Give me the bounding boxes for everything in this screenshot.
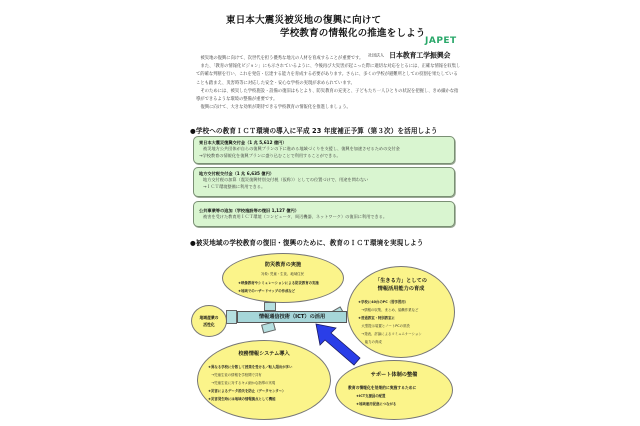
info-literacy-title-line2: 情報活用能力の育成 [377, 286, 425, 292]
school-affairs-item: ★災害発生時には地域の情報拠点として機能 [208, 397, 276, 401]
intro-paragraph: そのためには、被災した学校施設・設備の復旧はもとより、防災教育の充実と、子どもたち一人ひとりの状況を把握し、きめ細かな指導ができるような環境の整備が重要です。 [196, 88, 459, 103]
arrow-up-to-disaster-education [264, 302, 276, 311]
school-affairs-item: ★災害によるデータ消失を防止（データセンター） [208, 389, 286, 393]
local-industry-line2: 活性化 [203, 322, 215, 327]
intro-paragraph: 被災地の復興に向けて、次世代を担う優秀な地元の人材を育成することが重要です。 [200, 56, 364, 61]
school-affairs-item: →児童生徒の情報を学校間で共有 [208, 373, 262, 377]
ellipse-disaster-education [222, 253, 344, 303]
info-literacy-item: →発表、討論によるコミュニケーション [358, 332, 422, 336]
info-literacy-item: →情報の収集、まとめ、協働作業など [358, 308, 419, 312]
budget-box-line: →学校教育の情報化を復興プランに盛り込むことで利用することができる。 [199, 152, 341, 158]
budget-box-line: 被災地方公共団体が自らの復興プランの下に進める地域づくりを支援し、復興を加速させるための交付金 [203, 146, 400, 151]
support-title: サポート体制の整備 [370, 372, 418, 378]
budget-box-line: 被害を受けた教育用ＩＣＴ環境（コンピュータ、周辺機器、ネットワーク）の復旧に利用できる。 [203, 214, 388, 219]
section-heading-budget: ●学校への教育ＩＣＴ環境の導入に平成 23 年度補正予算（第３次）を活用しよう [190, 127, 438, 135]
section-heading-ict-environment: ●被災地域の学校教育の復旧・復興のために、教育のＩＣＴ環境を実現しよう [190, 239, 424, 247]
school-affairs-title: 校務情報システム導入 [238, 351, 290, 357]
info-literacy-item: 能力の育成 [358, 340, 382, 344]
school-affairs-item: ★異なる学校に分散して授業を受ける／転入超出が多い [208, 365, 293, 369]
org-prefix: 社団法人 [368, 52, 384, 58]
ellipse-support [335, 360, 453, 420]
document-title-line2: 学校教育の情報化の推進をしよう [280, 28, 426, 39]
budget-box-title: 東日本大震災復興交付金（1 兆 5,612 億円） [199, 140, 287, 145]
info-literacy-item: ★普通教室・特別教室に [358, 316, 395, 320]
budget-box-title: 公共事業等の追加（学校施設等の復旧 1,127 億円） [199, 208, 299, 213]
ict-utilization-bar: 情報通信技術（ICT）の活用 [237, 311, 347, 323]
disaster-education-item: ★映像教材やシミュレーションによる防災教育の実施 [238, 281, 319, 285]
info-literacy-title-line1: 「生きる力」としての [375, 278, 427, 284]
japet-logo: JAPET [425, 36, 457, 46]
budget-box-line: 地方交付税の加算（震災復興特別交付税（仮称））としての位置づけで、用途を問わない [203, 177, 369, 182]
support-item: ★地域雇用促進につながる [356, 402, 397, 406]
school-affairs-item: →児童生徒に対するキメ細かな指導の実現 [208, 381, 276, 385]
budget-box-title: 地方交付税交付金（1 兆 6,635 億円） [199, 171, 274, 176]
support-item: ★ICT支援員の配置 [356, 394, 386, 398]
info-literacy-item: ★学校に40台のPC（習学習用） [358, 300, 409, 304]
intro-paragraph: また、「教育の情報化ビジョン」にも示されているように、今後再び大災害が起こった際に適切な対応をとるには、正確な情報を収集して的確な判断を行い、これを発信・伝達する能力を育成する必要があります。さらに、多くの学校が避難所としての役割を果たしていることも踏まえ、災害時等に対応した安全・安心な学校の実現が求められています。 [196, 64, 461, 86]
disaster-education-item: ★地域でのハザードマップの作成など [238, 289, 296, 293]
local-industry-line1: 地域産業の [199, 315, 219, 320]
blue-arrow-icon [310, 320, 370, 370]
disaster-education-subtitle: 対象: 児童・生徒、地域住民 [261, 272, 304, 276]
intro-paragraph: 復興に向けて、大きな効果が期待できる学校教育の情報化を推進しましょう。 [200, 105, 351, 111]
ellipse-local-industry [191, 305, 227, 337]
support-subtitle: 教育の情報化を効果的に実施するために [348, 385, 417, 390]
document-title-line1: 東日本大震災被災地の復興に向けて [226, 15, 382, 26]
info-literacy-item: 大型提示装置とノートPCの常設 [358, 324, 410, 328]
org-name: 日本教育工学振興会 [389, 51, 451, 60]
arrow-left-to-local-industry [226, 310, 237, 324]
disaster-education-title: 防災教育の実施 [264, 262, 302, 268]
arrow-down-to-school-affairs [261, 321, 276, 333]
budget-box-line: →ＩＣＴ環境整備に利用できる。 [203, 183, 266, 189]
